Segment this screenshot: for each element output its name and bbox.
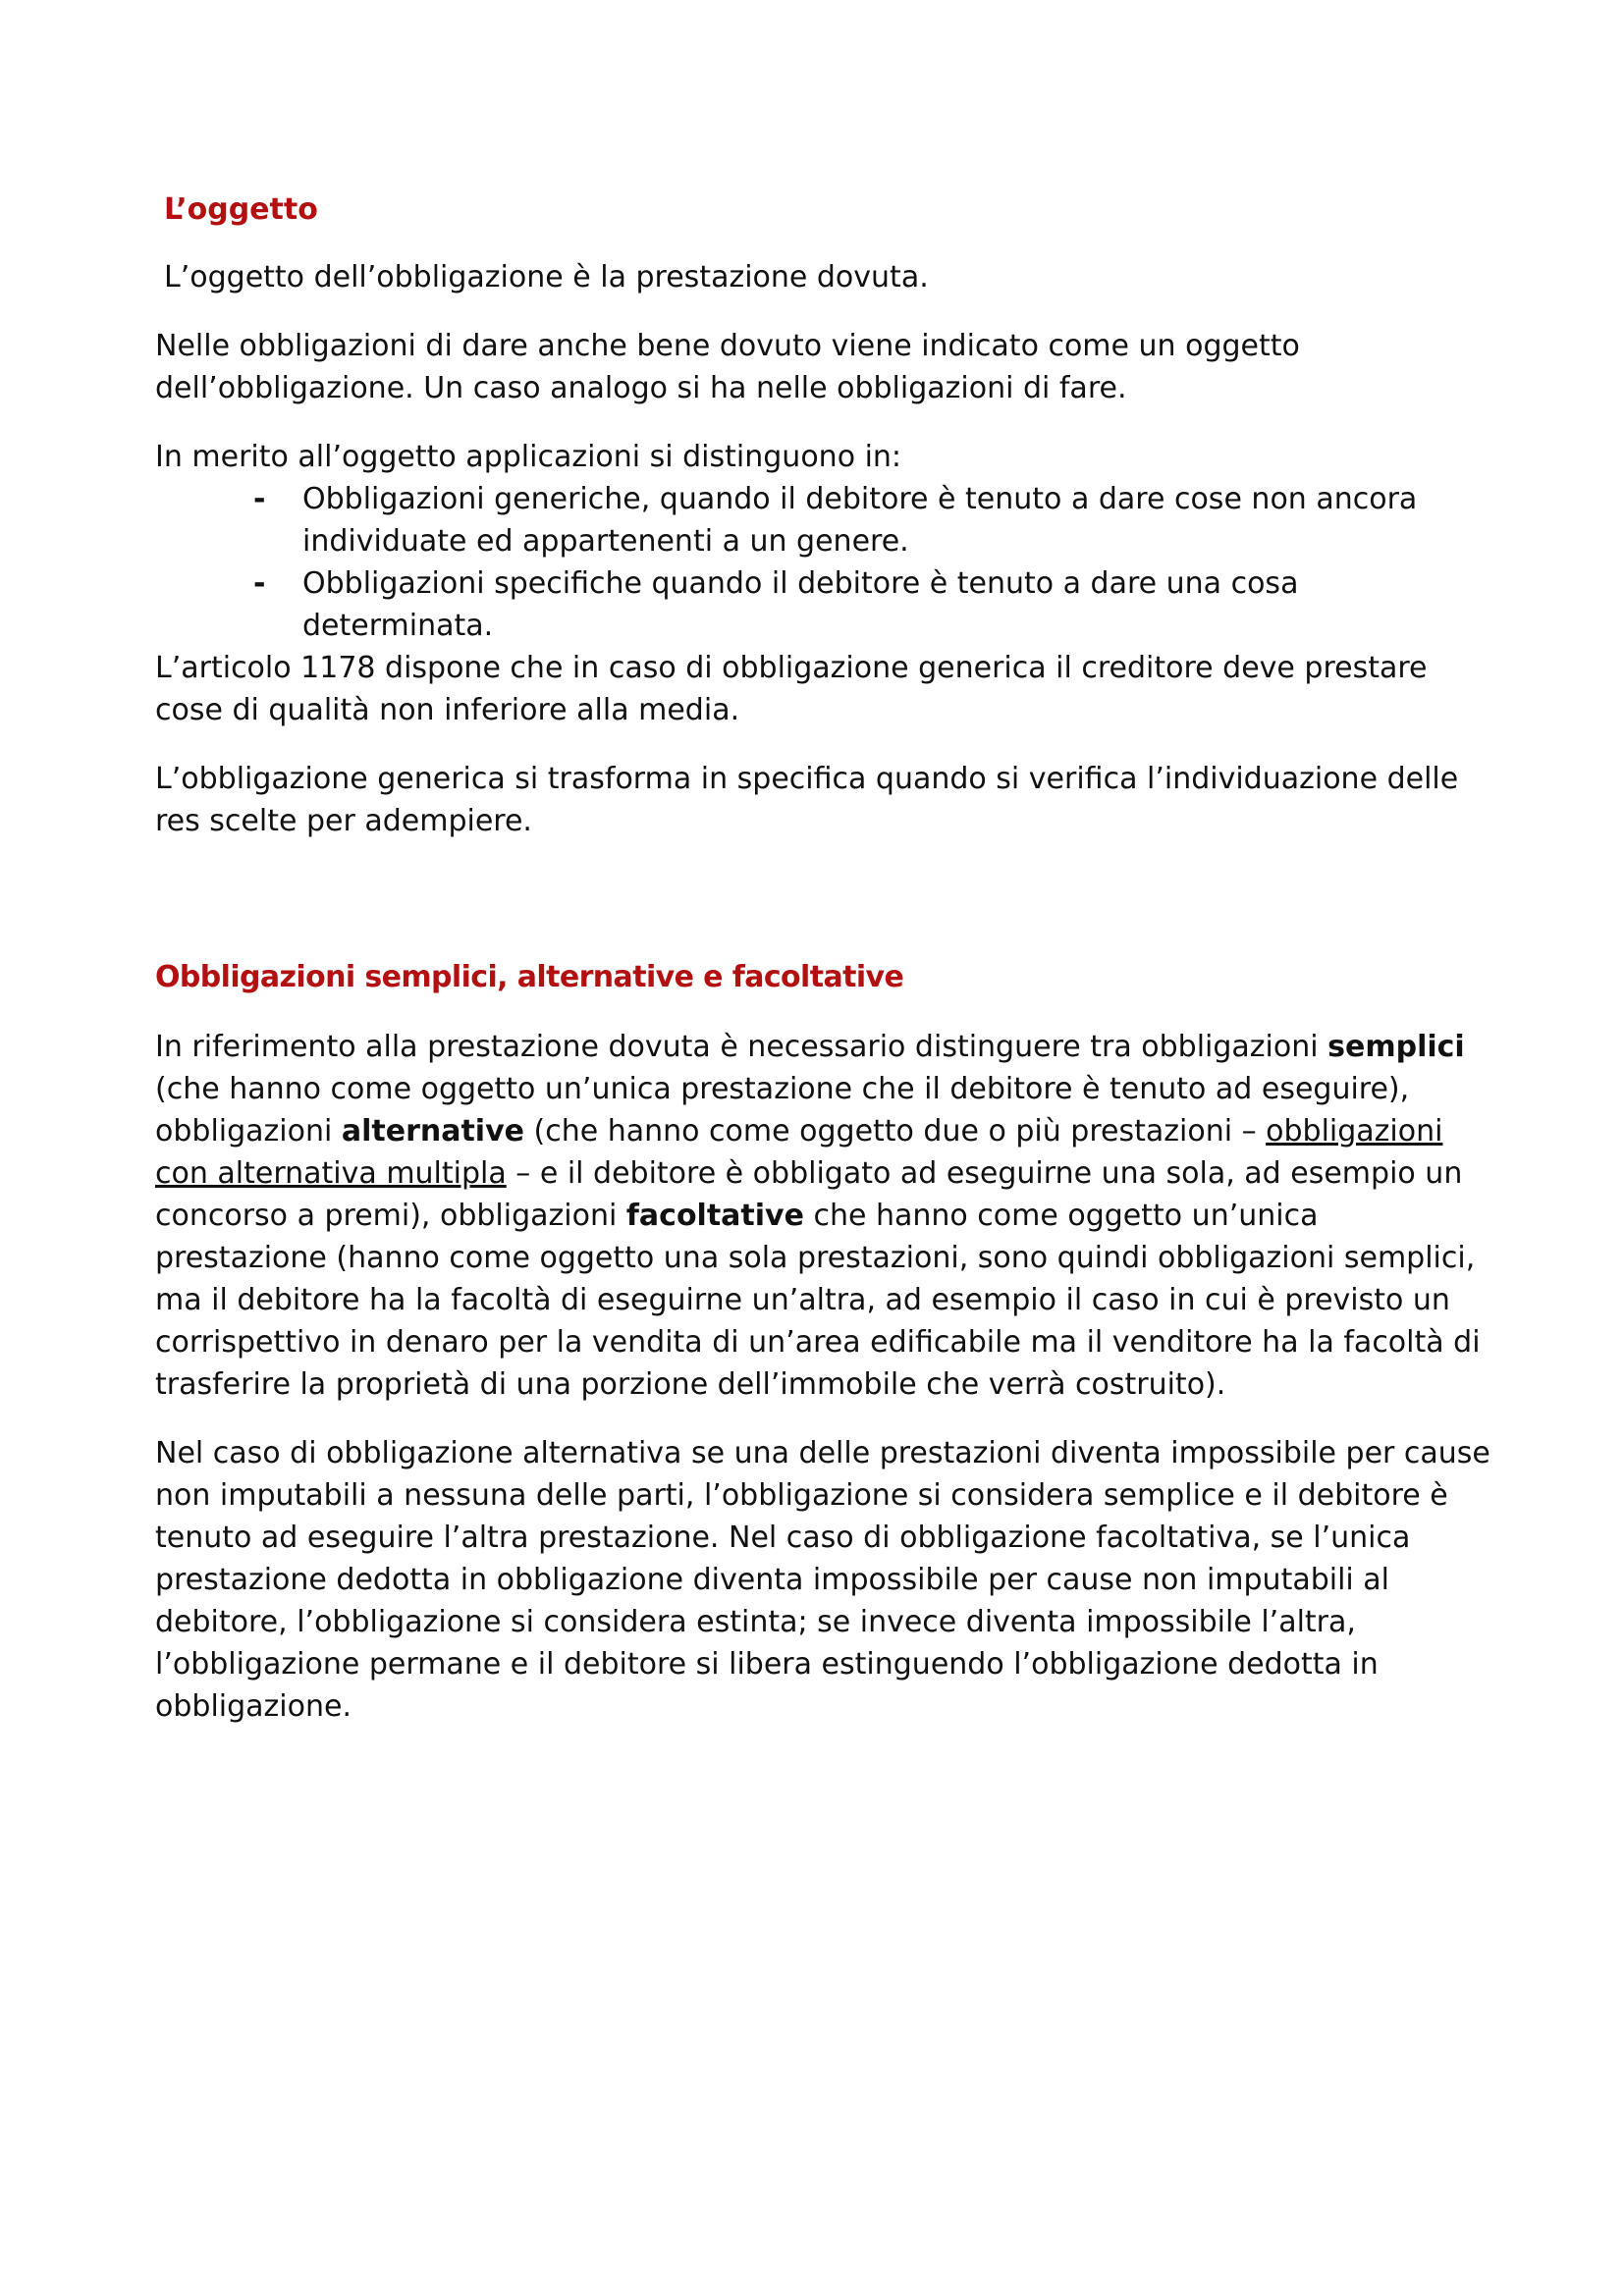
text-run: – e il debitore è obbligato ad eseguirne una sola, ad esempio un concorso a premi), obbligazioni [155, 1156, 1463, 1233]
page-content [155, 188, 1490, 1754]
paragraph-impossibilita: Nel caso di obbligazione alternativa se una delle prestazioni diventa impossibile per cause non imputabili a nessuna delle parti, l’obbligazione si considera semplice e il debitore è tenuto ad eseguire l’altra prestazione. Nel caso di obbligazione facoltativa, se l’unica prestazione dedotta in obbligazione diventa impossibile per cause non imputabili al debitore, l’obbligazione si considera estinta; se invece diventa impossibile l’altra, l’obbligazione permane e il debitore si libera estinguendo l’obbligazione dedotta in obbligazione. [155, 1436, 1490, 1724]
list-item-text: Obbligazioni generiche, quando il debitore è tenuto a dare cose non ancora individuate ed appartenenti a un genere. [302, 482, 1418, 559]
bold-term-semplici: semplici [1327, 1030, 1465, 1064]
paragraph-classificazione [155, 1026, 1490, 1406]
text-run: che hanno come oggetto un’unica prestazione (hanno come oggetto una sola prestazioni, sono quindi obbligazioni semplici, ma il debitore ha la facoltà di eseguirne un’altra, ad esempio il caso in cui è previsto un corrispettivo in denaro per la vendita di un’area edificabile ma il venditore ha la facoltà di trasferire la proprietà di una porzione dell’immobile che verrà costruito). [155, 1199, 1481, 1402]
underlined-term: obbligazioni con alternativa multipla [155, 1114, 1443, 1191]
paragraph-articolo-1178: L’articolo 1178 dispone che in caso di obbligazione generica il creditore deve prestare cose di qualità non inferiore alla media. [155, 651, 1428, 727]
list-item-text: Obbligazioni specifiche quando il debitore è tenuto a dare una cosa determinata. [302, 566, 1299, 643]
list-dash-marker: - [253, 482, 266, 516]
list-item [155, 478, 1490, 562]
intro-paragraph: L’oggetto dell’obbligazione è la prestazione dovuta. [164, 260, 929, 294]
paragraph-obbligazioni-dare: Nelle obbligazioni di dare anche bene dovuto viene indicato come un oggetto dell’obbligazione. Un caso analogo si ha nelle obbligazioni di fare. [155, 329, 1300, 405]
list-item [155, 562, 1490, 647]
text-run: (che hanno come oggetto un’unica prestazione che il debitore è tenuto ad eseguire), obbligazioni [155, 1072, 1410, 1148]
paragraph-distinzione: In merito all’oggetto applicazioni si distinguono in: [155, 440, 902, 474]
paragraph-trasformazione: L’obbligazione generica si trasforma in specifica quando si verifica l’individuazione delle res scelte per adempiere. [155, 762, 1459, 838]
text-run: (che hanno come oggetto due o più prestazioni – [524, 1114, 1267, 1148]
section-heading-obbligazioni: Obbligazioni semplici, alternative e facoltative [155, 960, 904, 994]
obligation-types-list [155, 478, 1490, 647]
text-run: In riferimento alla prestazione dovuta è necessario distinguere tra obbligazioni [155, 1030, 1328, 1064]
list-dash-marker: - [253, 566, 266, 601]
bold-term-alternative: alternative [341, 1114, 524, 1148]
section-heading-oggetto: L’oggetto [164, 192, 318, 227]
bold-term-facoltative: facoltative [625, 1199, 804, 1233]
